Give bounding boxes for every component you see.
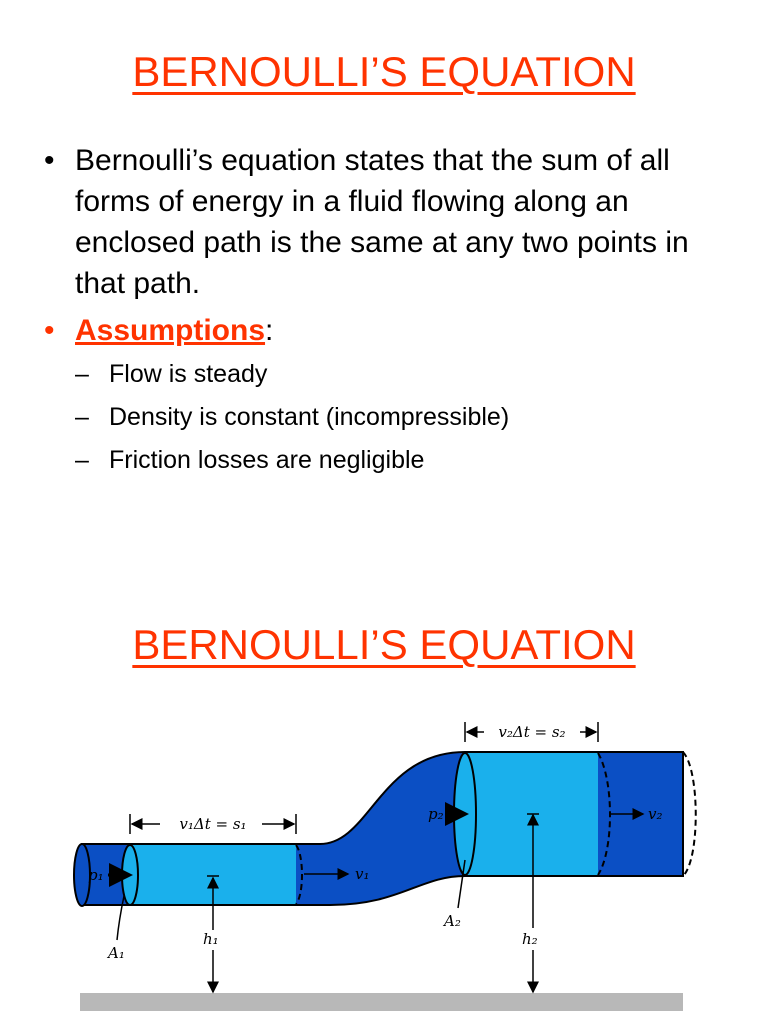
definition-text: Bernoulli’s equation states that the sum of all forms of energy in a fluid flowing along an enclosed path is the same at any two points in that path. xyxy=(75,144,689,300)
assumptions-list xyxy=(75,353,740,482)
bullet-assumptions xyxy=(40,310,740,482)
a2-label: A₂ xyxy=(444,912,461,930)
assumption-text: Flow is steady xyxy=(109,360,268,388)
dash-marker: – xyxy=(75,403,89,431)
assumption-item xyxy=(75,396,740,439)
assumption-text: Friction losses are negligible xyxy=(109,446,425,474)
assumption-text: Density is constant (incompressible) xyxy=(109,403,510,431)
h1-label: h₁ xyxy=(203,930,219,948)
pipe-right-end xyxy=(683,752,696,876)
h2-label: h₂ xyxy=(522,930,538,948)
v1-label: v₁ xyxy=(355,865,370,883)
slide2-title: BERNOULLI’S EQUATION xyxy=(132,621,636,668)
s2-equation-label: v₂Δt = s₂ xyxy=(498,723,566,741)
assumptions-label: Assumptions xyxy=(75,314,266,347)
slide1-title: BERNOULLI’S EQUATION xyxy=(132,48,636,95)
a1-label: A₁ xyxy=(108,944,125,962)
assumption-item xyxy=(75,439,740,482)
bullet-definition xyxy=(40,140,740,304)
assumption-item xyxy=(75,353,740,396)
v2-label: v₂ xyxy=(648,805,663,823)
bullet-marker: • xyxy=(44,144,55,177)
bullet-list xyxy=(40,140,740,488)
ground-surface xyxy=(80,993,683,1011)
dash-marker: – xyxy=(75,360,89,388)
dash-marker: – xyxy=(75,446,89,474)
bernoulli-pipe-diagram xyxy=(0,700,768,1024)
p1-label: p₁ xyxy=(88,866,104,884)
assumptions-colon: : xyxy=(265,314,274,347)
s1-equation-label: v₁Δt = s₁ xyxy=(179,815,247,833)
bullet-marker: • xyxy=(44,314,55,347)
p2-label: p₂ xyxy=(428,805,444,823)
